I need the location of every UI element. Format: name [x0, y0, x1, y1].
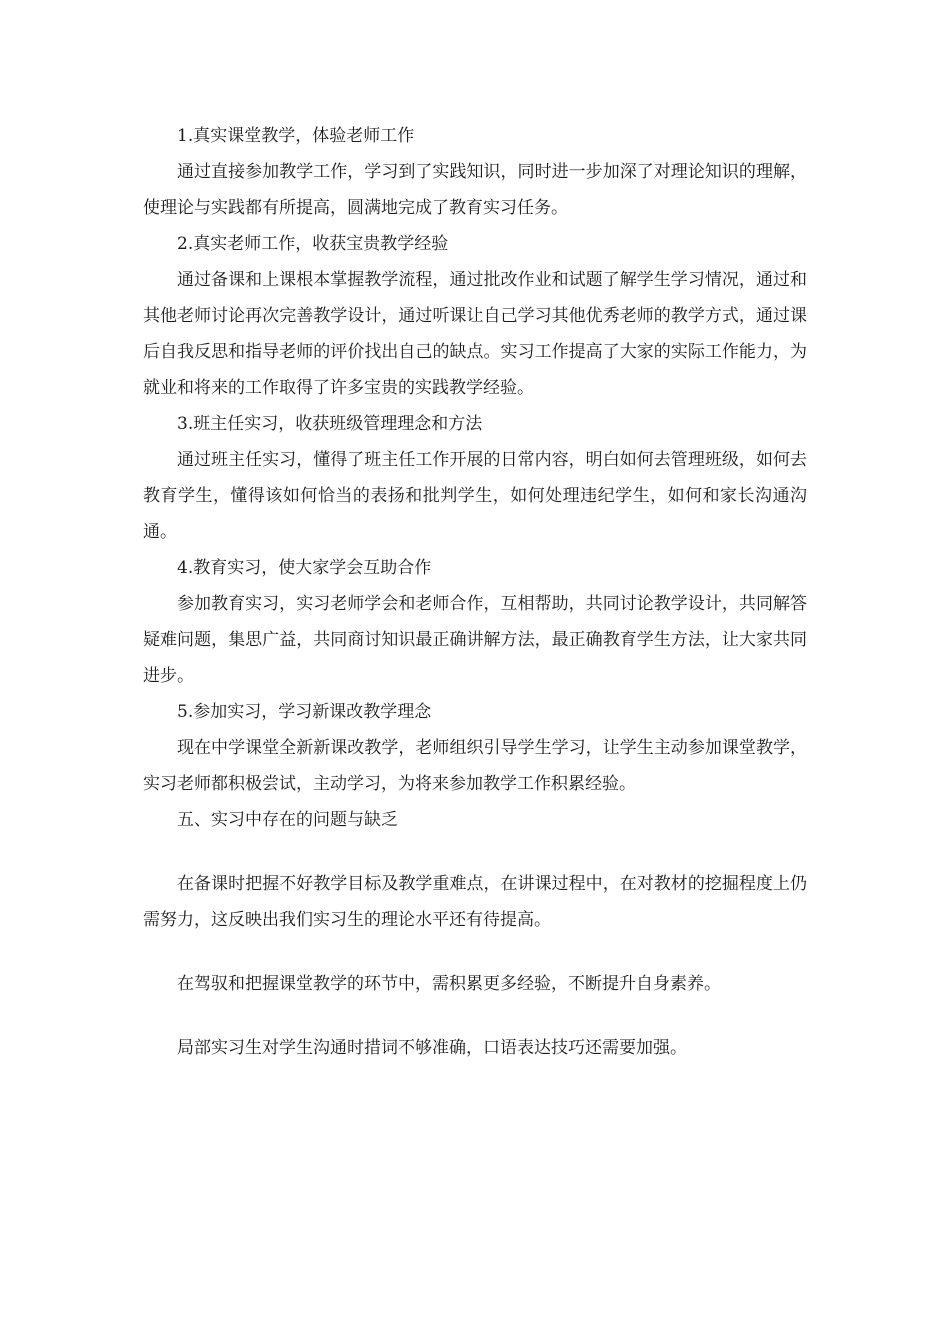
section-heading-2: 2.真实老师工作，收获宝贵教学经验: [177, 234, 449, 254]
section-heading-1: 1.真实课堂教学，体验老师工作: [177, 126, 415, 146]
problem-paragraph-3: 局部实习生对学生沟通时措词不够准确，口语表达技巧还需要加强。: [177, 1038, 687, 1058]
section-heading-3: 3.班主任实习，收获班级管理理念和方法: [177, 414, 483, 434]
section-heading-5: 5.参加实习，学习新课改教学理念: [177, 702, 432, 722]
section-paragraph-2: 通过备课和上课根本掌握教学流程，通过批改作业和试题了解学生学习情况，通过和其他老师讨论再次完善教学设计，通过听课让自己学习其他优秀老师的教学方式，通过课后自我反思和指导老师的评价找出自己的缺点。实习工作提高了大家的实际工作能力，为就业和将来的工作取得了许多宝贵的实践教学经验。: [143, 270, 807, 398]
section-paragraph-5: 现在中学课堂全新新课改教学，老师组织引导学生学习，让学生主动参加课堂教学，实习老师都积极尝试，主动学习，为将来参加教学工作积累经验。: [143, 738, 807, 794]
document-body: [143, 118, 807, 1066]
section-paragraph-3: 通过班主任实习，懂得了班主任工作开展的日常内容，明白如何去管理班级，如何去教育学生，懂得该如何恰当的表扬和批判学生，如何处理违纪学生，如何和家长沟通沟通。: [143, 450, 807, 542]
section-heading-4: 4.教育实习，使大家学会互助合作: [177, 558, 432, 578]
problem-paragraph-2: 在驾驭和把握课堂教学的环节中，需积累更多经验，不断提升自身素养。: [177, 974, 721, 994]
problem-paragraph-1: 在备课时把握不好教学目标及教学重难点，在讲课过程中，在对教材的挖掘程度上仍需努力，这反映出我们实习生的理论水平还有待提高。: [143, 874, 807, 930]
problems-heading: 五、实习中存在的问题与缺乏: [177, 810, 398, 830]
section-paragraph-4: 参加教育实习，实习老师学会和老师合作，互相帮助，共同讨论教学设计，共同解答疑难问题，集思广益，共同商讨知识最正确讲解方法，最正确教育学生方法，让大家共同进步。: [143, 594, 807, 686]
section-paragraph-1: 通过直接参加教学工作，学习到了实践知识，同时进一步加深了对理论知识的理解，使理论与实践都有所提高，圆满地完成了教育实习任务。: [143, 162, 807, 218]
